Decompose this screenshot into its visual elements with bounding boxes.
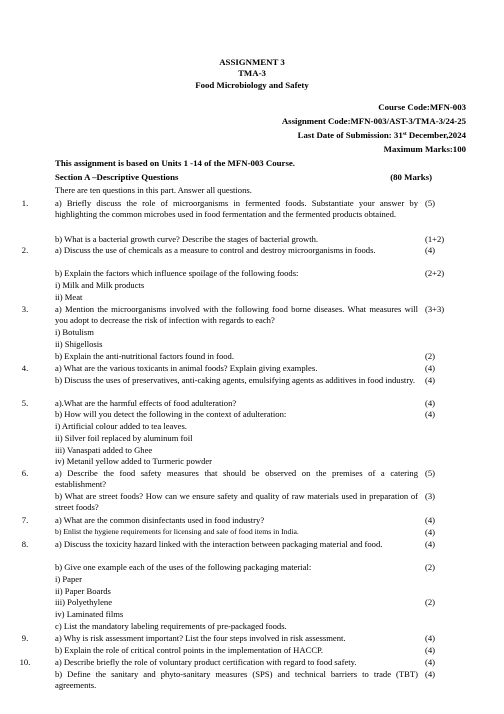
question-subitem: i) Botulism <box>55 327 94 337</box>
question-text: b) What is a bacterial growth curve? Describe the stages of bacterial growth. <box>55 234 319 244</box>
question-marks: (3) <box>425 491 436 501</box>
question-number: 3. <box>21 304 29 314</box>
question-text: b) Give one example each of the uses of the following packaging material: <box>55 562 312 572</box>
question-subitem: ii) Paper Boards <box>55 586 111 596</box>
question-text: a) Discuss the use of chemicals as a measure to control and destroy microorganisms in foods. <box>55 245 376 255</box>
question-subitem: iv) Laminated films <box>55 609 124 619</box>
course-title: Food Microbiology and Safety <box>195 80 309 90</box>
submission-date: Last Date of Submission: 31st December,2024 <box>297 130 466 140</box>
course-code: Course Code:MFN-003 <box>378 102 466 112</box>
question-text: a) Discuss the toxicity hazard linked with the interaction between packaging material and food. <box>55 539 383 549</box>
question-marks: (4) <box>425 645 436 655</box>
question-marks: (2) <box>425 597 436 607</box>
question-subitem: iii) Vanaspati added to Ghee <box>55 445 153 455</box>
question-subitem: ii) Shigellosis <box>55 339 103 349</box>
question-subitem: ii) Meat <box>55 292 83 302</box>
question-marks: (4) <box>425 398 436 408</box>
question-text: b) Define the sanitary and phyto-sanitary measures (SPS) and technical barriers to trade (TBT) agreements. <box>55 669 418 690</box>
question-marks: (4) <box>425 409 436 419</box>
question-text: a) Describe briefly the role of voluntary product certification with regard to food safety. <box>55 657 357 667</box>
question-marks: (5) <box>425 468 436 478</box>
question-number: 9. <box>21 633 29 643</box>
question-text: a) Briefly discuss the role of microorganisms in fermented foods. Substantiate your answer by highlighting the common microbes used in food fermentation and the fermented products obtained. <box>55 198 418 219</box>
question-text: b) Explain the role of critical control points in the implementation of HACCP. <box>55 645 324 655</box>
question-text: b) What are street foods? How can we ensure safety and quality of raw materials used in preparation of street foods? <box>55 491 418 512</box>
question-text: b) Discuss the uses of preservatives, anti-caking agents, emulsifying agents as additives in food industry. <box>55 375 416 385</box>
question-subitem: iii) Polyethylene <box>55 597 113 607</box>
question-marks: (4) <box>425 515 436 525</box>
question-text: b) Explain the factors which influence spoilage of the following foods: <box>55 268 299 278</box>
question-number: 8. <box>21 539 29 549</box>
question-marks: (2) <box>425 351 436 361</box>
question-text: b) How will you detect the following in the context of adulteration: <box>55 409 287 419</box>
assignment-title: ASSIGNMENT 3 <box>219 57 285 67</box>
question-text: c) List the mandatory labeling requirements of pre-packaged foods. <box>55 621 287 631</box>
question-text: a).What are the harmful effects of food adulteration? <box>55 398 237 408</box>
question-subitem: ii) Silver foil replaced by aluminum foil <box>55 433 193 443</box>
assignment-code: Assignment Code:MFN-003/AST-3/TMA-3/24-25 <box>281 116 466 126</box>
section-marks: (80 Marks) <box>390 172 432 182</box>
question-text: b) Explain the anti-nutritional factors found in food. <box>55 351 234 361</box>
question-number: 6. <box>21 468 29 478</box>
question-marks: (2) <box>425 562 436 572</box>
question-text: a) Describe the food safety measures that should be observed on the premises of a catering establishment? <box>55 468 418 489</box>
question-number: 10. <box>19 657 31 667</box>
question-marks: (4) <box>425 539 436 549</box>
question-number: 4. <box>21 363 29 373</box>
question-subitem: i) Milk and Milk products <box>55 280 145 290</box>
question-number: 2. <box>21 245 29 255</box>
question-marks: (1+2) <box>425 234 445 244</box>
question-text: b) Enlist the hygiene requirements for licensing and sale of food items in India. <box>55 527 299 536</box>
question-number: 7. <box>21 515 29 525</box>
question-marks: (4) <box>425 657 436 667</box>
question-text: a) Mention the microorganisms involved with the following food borne diseases. What measures will you adopt to decrease the risk of infection with regards to each? <box>55 304 418 325</box>
question-marks: (3+3) <box>425 304 445 314</box>
tma-label: TMA-3 <box>238 68 266 78</box>
question-number: 5. <box>21 398 29 408</box>
question-text: a) Why is risk assessment important? List the four steps involved in risk assessment. <box>55 633 346 643</box>
question-marks: (5) <box>425 198 436 208</box>
question-marks: (4) <box>425 669 436 679</box>
question-marks: (4) <box>425 363 436 373</box>
question-marks: (4) <box>425 527 436 537</box>
question-text: a) What are the common disinfectants used in food industry? <box>55 515 265 525</box>
question-subitem: i) Artificial colour added to tea leaves. <box>55 421 187 431</box>
question-marks: (2+2) <box>425 268 445 278</box>
question-text: a) What are the various toxicants in animal foods? Explain giving examples. <box>55 363 318 373</box>
question-subitem: iv) Metanil yellow added to Turmeric powder <box>55 456 213 466</box>
section-heading: Section A –Descriptive Questions (80 Marks) <box>55 172 432 182</box>
question-marks: (4) <box>425 633 436 643</box>
question-marks: (4) <box>425 375 436 385</box>
question-subitem: i) Paper <box>55 574 82 584</box>
assignment-basis: This assignment is based on Units 1 -14 of the MFN-003 Course. <box>55 158 295 168</box>
question-marks: (4) <box>425 245 436 255</box>
instruction: There are ten questions in this part. Answer all questions. <box>55 185 252 195</box>
question-number: 1. <box>21 198 29 208</box>
max-marks: Maximum Marks:100 <box>383 144 466 154</box>
